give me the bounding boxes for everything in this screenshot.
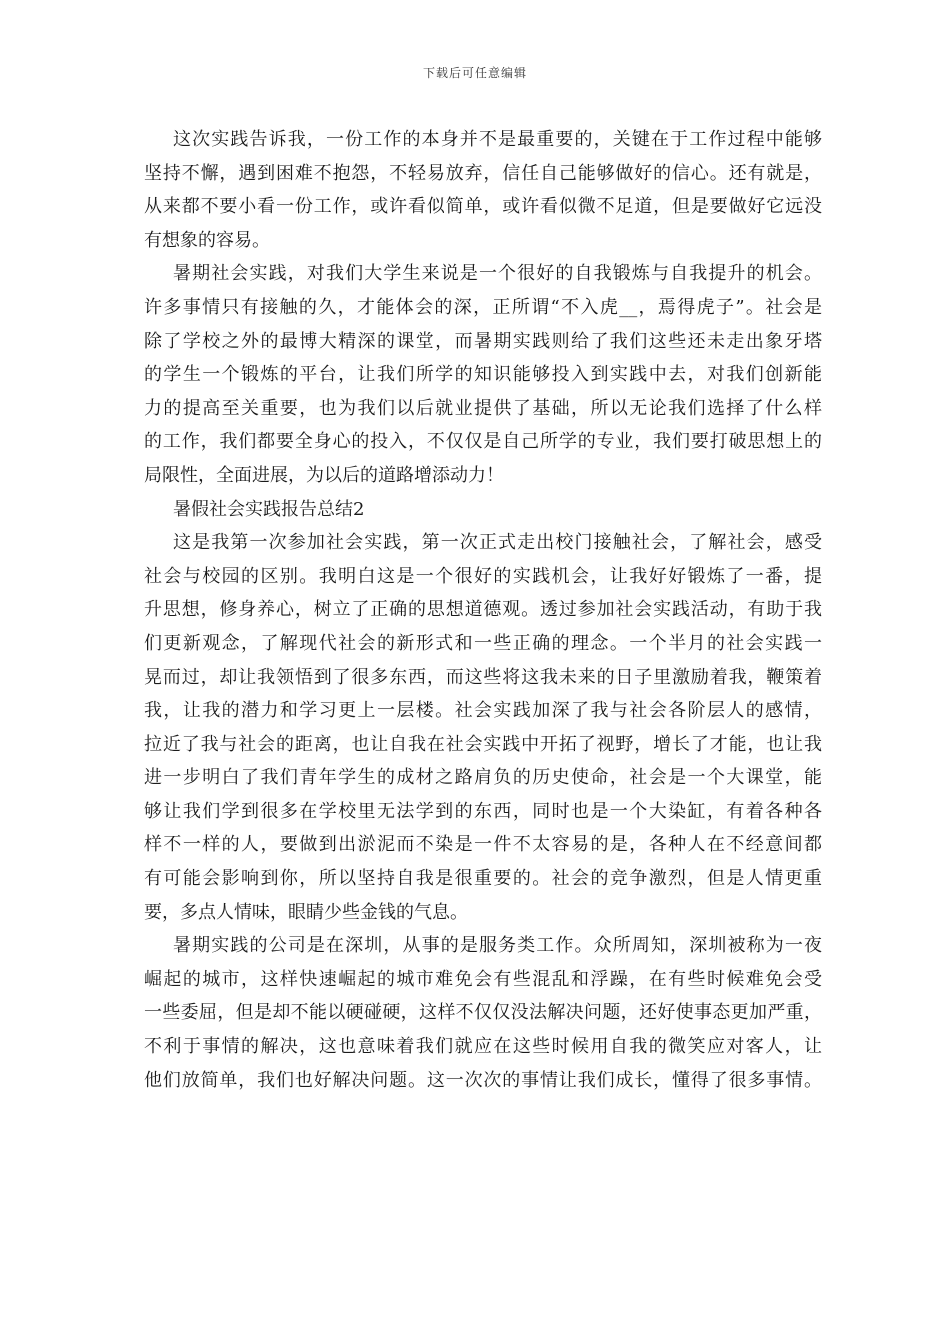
text-line: 这是我第一次参加社会实践，第一次正式走出校门接触社会，了解社会，感受 xyxy=(173,532,822,554)
text-line: 崛起的城市，这样快速崛起的城市难免会有些混乱和浮躁，在有些时候难免会受 xyxy=(144,968,822,990)
text-line: 的工作，我们都要全身心的投入，不仅仅是自己所学的专业，我们要打破思想上的 xyxy=(144,431,822,453)
text-line: 他们放简单，我们也好解决问题。这一次次的事情让我们成长，懂得了很多事情。 xyxy=(144,1069,822,1091)
text-line: 的学生一个锻炼的平台，让我们所学的知识能够投入到实践中去，对我们创新能 xyxy=(144,364,822,386)
text-line: 局限性，全面进展，为以后的道路增添动力！ xyxy=(144,464,504,486)
document-body xyxy=(144,123,822,1097)
text-line: 暑期实践的公司是在深圳，从事的是服务类工作。众所周知，深圳被称为一夜 xyxy=(173,935,822,957)
paragraph xyxy=(144,929,822,1097)
text-line: 许多事情只有接触的久，才能体会的深，正所谓“不入虎__，焉得虎子”。社会是 xyxy=(144,296,822,318)
text-line: 坚持不懈，遇到困难不抱怨，不轻易放弃，信任自己能够做好的信心。还有就是， xyxy=(144,162,822,184)
paragraph xyxy=(144,526,822,929)
text-line: 不利于事情的解决，这也意味着我们就应在这些时候用自我的微笑应对客人，让 xyxy=(144,1036,822,1058)
text-line: 有想象的容易。 xyxy=(144,229,270,251)
heading-line: 暑假社会实践报告总结2 xyxy=(173,498,365,520)
text-line: 拉近了我与社会的距离，也让自我在社会实践中开拓了视野，增长了才能，也让我 xyxy=(144,733,822,755)
text-line: 暑期社会实践，对我们大学生来说是一个很好的自我锻炼与自我提升的机会。 xyxy=(173,263,822,285)
text-line: 社会与校园的区别。我明白这是一个很好的实践机会，让我好好锻炼了一番，提 xyxy=(144,565,822,587)
text-line: 要，多点人情味，眼睛少些金钱的气息。 xyxy=(144,901,468,923)
paragraph xyxy=(144,123,822,257)
text-line: 一些委屈，但是却不能以硬碰硬，这样不仅仅没法解决问题，还好使事态更加严重， xyxy=(144,1002,822,1024)
text-line: 晃而过，却让我领悟到了很多东西，而这些将这我未来的日子里激励着我，鞭策着 xyxy=(144,666,822,688)
text-line: 样不一样的人，要做到出淤泥而不染是一件不太容易的是，各种人在不经意间都 xyxy=(144,834,822,856)
text-line: 进一步明白了我们青年学生的成材之路肩负的历史使命，社会是一个大课堂，能 xyxy=(144,767,822,789)
text-line: 这次实践告诉我，一份工作的本身并不是最重要的，关键在于工作过程中能够 xyxy=(173,129,822,150)
page-header: 下载后可任意编辑 xyxy=(422,66,527,80)
section-heading xyxy=(144,493,822,527)
text-line: 从来都不要小看一份工作，或许看似简单，或许看似微不足道，但是要做好它远没 xyxy=(144,196,822,218)
text-line: 升思想，修身养心，树立了正确的思想道德观。透过参加社会实践活动，有助于我 xyxy=(144,599,822,621)
paragraph xyxy=(144,257,822,492)
text-line: 有可能会影响到你，所以坚持自我是很重要的。社会的竞争激烈，但是人情更重 xyxy=(144,868,822,890)
text-line: 够让我们学到很多在学校里无法学到的东西，同时也是一个大染缸，有着各种各 xyxy=(144,800,822,822)
text-line: 们更新观念，了解现代社会的新形式和一些正确的理念。一个半月的社会实践一 xyxy=(144,632,822,654)
text-line: 力的提高至关重要，也为我们以后就业提供了基础，所以无论我们选择了什么样 xyxy=(144,397,822,419)
text-line: 我，让我的潜力和学习更上一层楼。社会实践加深了我与社会各阶层人的感情， xyxy=(144,700,822,722)
text-line: 除了学校之外的最博大精深的课堂，而暑期实践则给了我们这些还未走出象牙塔 xyxy=(144,330,822,352)
